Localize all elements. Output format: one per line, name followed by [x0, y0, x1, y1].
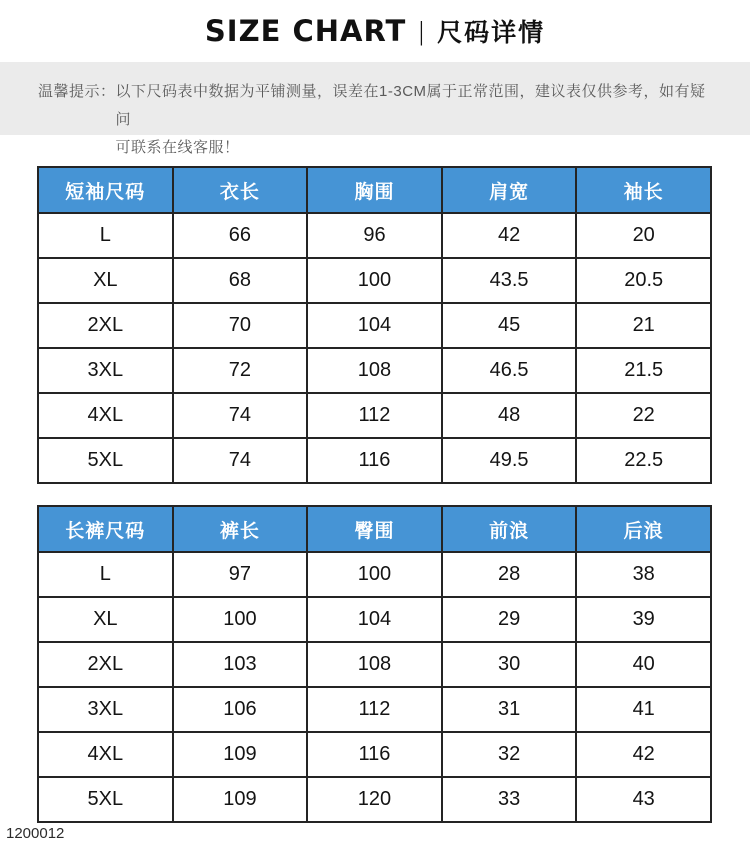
measurement-cell: 43.5	[442, 258, 577, 303]
measurement-cell: 112	[307, 393, 442, 438]
measurement-cell: 100	[173, 597, 308, 642]
measurement-cell: 103	[173, 642, 308, 687]
title-english: SIZE CHART	[204, 14, 407, 48]
measurement-cell: 21	[576, 303, 711, 348]
column-header: 衣长	[173, 167, 308, 213]
measurement-cell: 33	[442, 777, 577, 822]
measurement-cell: 48	[442, 393, 577, 438]
measurement-cell: 31	[442, 687, 577, 732]
size-label-cell: 5XL	[38, 777, 173, 822]
measurement-cell: 104	[307, 303, 442, 348]
table-row	[38, 732, 711, 777]
measurement-cell: 22	[576, 393, 711, 438]
measurement-cell: 112	[307, 687, 442, 732]
column-header: 胸围	[307, 167, 442, 213]
notice-text	[115, 78, 720, 156]
size-label-cell: XL	[38, 258, 173, 303]
table-row	[38, 438, 711, 483]
table-header-row	[38, 167, 711, 213]
column-header: 前浪	[442, 506, 577, 552]
measurement-cell: 116	[307, 732, 442, 777]
measurement-cell: 68	[173, 258, 308, 303]
measurement-cell: 109	[173, 732, 308, 777]
notice-label: 温馨提示：	[38, 83, 116, 100]
page-title	[0, 0, 750, 62]
measurement-cell: 28	[442, 552, 577, 597]
column-header: 后浪	[576, 506, 711, 552]
measurement-cell: 40	[576, 642, 711, 687]
column-header: 肩宽	[442, 167, 577, 213]
size-label-cell: 5XL	[38, 438, 173, 483]
table-row	[38, 303, 711, 348]
measurement-cell: 106	[173, 687, 308, 732]
measurement-cell: 45	[442, 303, 577, 348]
size-table-pants	[37, 505, 712, 823]
table-row	[38, 777, 711, 822]
measurement-cell: 108	[307, 642, 442, 687]
table-row	[38, 687, 711, 732]
size-label-cell: 2XL	[38, 642, 173, 687]
size-label-cell: L	[38, 552, 173, 597]
size-label-cell: XL	[38, 597, 173, 642]
measurement-cell: 32	[442, 732, 577, 777]
measurement-cell: 46.5	[442, 348, 577, 393]
measurement-cell: 42	[576, 732, 711, 777]
table-row	[38, 213, 711, 258]
column-header: 袖长	[576, 167, 711, 213]
measurement-cell: 97	[173, 552, 308, 597]
measurement-cell: 72	[173, 348, 308, 393]
table-row	[38, 642, 711, 687]
column-header: 短袖尺码	[38, 167, 173, 213]
notice-line-2: 可联系在线客服！	[115, 139, 240, 156]
measurement-cell: 116	[307, 438, 442, 483]
size-table-short-sleeve	[37, 166, 712, 484]
measurement-cell: 74	[173, 438, 308, 483]
title-chinese: 尺码详情	[437, 19, 546, 47]
size-label-cell: 4XL	[38, 393, 173, 438]
measurement-cell: 41	[576, 687, 711, 732]
measurement-cell: 100	[307, 552, 442, 597]
notice-line-1: 以下尺码表中数据为平铺测量，误差在1-3CM属于正常范围，建议表仅供参考，如有疑问	[115, 83, 706, 128]
measurement-cell: 30	[442, 642, 577, 687]
measurement-cell: 109	[173, 777, 308, 822]
column-header: 长裤尺码	[38, 506, 173, 552]
size-label-cell: 2XL	[38, 303, 173, 348]
size-label-cell: 3XL	[38, 348, 173, 393]
measurement-cell: 74	[173, 393, 308, 438]
measurement-cell: 108	[307, 348, 442, 393]
measurement-cell: 96	[307, 213, 442, 258]
measurement-cell: 38	[576, 552, 711, 597]
measurement-cell: 20	[576, 213, 711, 258]
measurement-cell: 43	[576, 777, 711, 822]
measurement-cell: 100	[307, 258, 442, 303]
product-code: 1200012	[6, 825, 65, 842]
table-header-row	[38, 506, 711, 552]
measurement-cell: 22.5	[576, 438, 711, 483]
measurement-cell: 29	[442, 597, 577, 642]
measurement-cell: 120	[307, 777, 442, 822]
column-header: 裤长	[173, 506, 308, 552]
measurement-cell: 66	[173, 213, 308, 258]
notice-banner	[0, 62, 750, 156]
column-header: 臀围	[307, 506, 442, 552]
table-row	[38, 597, 711, 642]
title-divider: |	[419, 15, 424, 46]
measurement-cell: 70	[173, 303, 308, 348]
table-row	[38, 348, 711, 393]
table-row	[38, 258, 711, 303]
table-row	[38, 393, 711, 438]
measurement-cell: 20.5	[576, 258, 711, 303]
size-label-cell: 4XL	[38, 732, 173, 777]
size-label-cell: 3XL	[38, 687, 173, 732]
table-row	[38, 552, 711, 597]
measurement-cell: 49.5	[442, 438, 577, 483]
measurement-cell: 39	[576, 597, 711, 642]
measurement-cell: 104	[307, 597, 442, 642]
size-label-cell: L	[38, 213, 173, 258]
measurement-cell: 42	[442, 213, 577, 258]
measurement-cell: 21.5	[576, 348, 711, 393]
